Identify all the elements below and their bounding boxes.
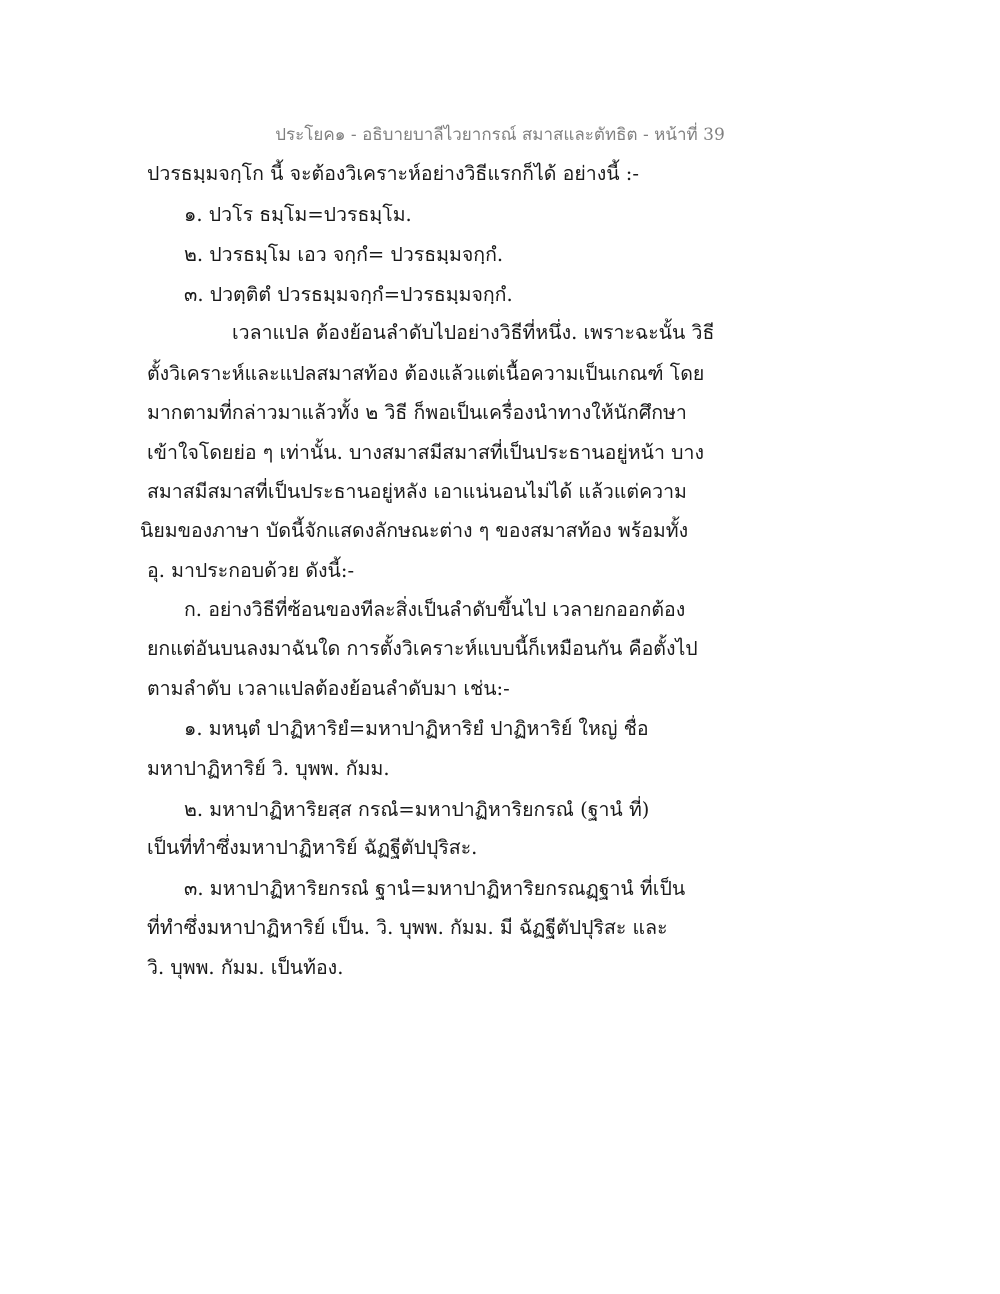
text-line: ๓. มหาปาฏิหาริยกรณํ ฐานํ=มหาปาฏิหาริยกรณฏฺฐานํ ที่เป็น: [184, 877, 686, 900]
text-line: ๒. ปวรธมฺโม เอว จกฺกํ= ปวรธมฺมจกฺกํ.: [184, 243, 504, 266]
text-line: ตามลำดับ เวลาแปลต้องย้อนลำดับมา เช่น:-: [147, 677, 510, 700]
text-line: ๓. ปวตฺติตํ ปวรธมฺมจกฺกํ=ปวรธมฺมจกฺกํ.: [184, 283, 513, 306]
text-line: ที่ทำซึ่งมหาปาฏิหาริย์ เป็น. วิ. บุพพ. กัมม. มี ฉัฏฐีตัปปุริสะ และ: [147, 916, 668, 939]
text-line: อุ. มาประกอบด้วย ดังนี้:-: [147, 559, 355, 582]
text-line: ปวรธมฺมจกฺโก นี้ จะต้องวิเคราะห์อย่างวิธีแรกก็ได้ อย่างนี้ :-: [147, 162, 639, 185]
text-line: มหาปาฏิหาริย์ วิ. บุพพ. กัมม.: [147, 757, 390, 780]
running-header: ประโยค๑ - อธิบายบาลีไวยากรณ์ สมาสและตัทธิต - หน้าที่ 39: [275, 125, 725, 145]
text-line: เวลาแปล ต้องย้อนลำดับไปอย่างวิธีที่หนึ่ง. เพราะฉะนั้น วิธี: [232, 321, 715, 344]
text-line: ยกแต่อันบนลงมาฉันใด การตั้งวิเคราะห์แบบนี้ก็เหมือนกัน คือตั้งไป: [147, 637, 698, 660]
text-line: ก. อย่างวิธีที่ซ้อนของทีละสิ่งเป็นลำดับขึ้นไป เวลายกออกต้อง: [184, 598, 686, 621]
text-line: ๑. ปวโร ธมฺโม=ปวรธมฺโม.: [184, 203, 412, 226]
text-line: ตั้งวิเคราะห์และแปลสมาสท้อง ต้องแล้วแต่เนื้อความเป็นเกณฑ์ โดย: [147, 362, 705, 385]
text-line: สมาสมีสมาสที่เป็นประธานอยู่หลัง เอาแน่นอนไม่ได้ แล้วแต่ความ: [147, 480, 687, 503]
text-line: ๒. มหาปาฏิหาริยสฺส กรณํ=มหาปาฏิหาริยกรณํ (ฐานํ ที่): [184, 798, 650, 821]
text-line: เข้าใจโดยย่อ ๆ เท่านั้น. บางสมาสมีสมาสที่เป็นประธานอยู่หน้า บาง: [147, 441, 704, 464]
text-line: ๑. มหนฺตํ ปาฏิหาริยํ=มหาปาฏิหาริยํ ปาฏิหาริย์ ใหญ่ ชื่อ: [184, 717, 649, 740]
text-line: นิยมของภาษา บัดนี้จักแสดงลักษณะต่าง ๆ ของสมาสท้อง พร้อมทั้ง: [140, 519, 689, 542]
text-line: วิ. บุพพ. กัมม. เป็นท้อง.: [147, 956, 344, 979]
text-line: มากตามที่กล่าวมาแล้วทั้ง ๒ วิธี ก็พอเป็นเครื่องนำทางให้นักศึกษา: [147, 401, 687, 424]
text-line: เป็นที่ทำซึ่งมหาปาฏิหาริย์ ฉัฏฐีตัปปุริสะ.: [147, 836, 478, 859]
